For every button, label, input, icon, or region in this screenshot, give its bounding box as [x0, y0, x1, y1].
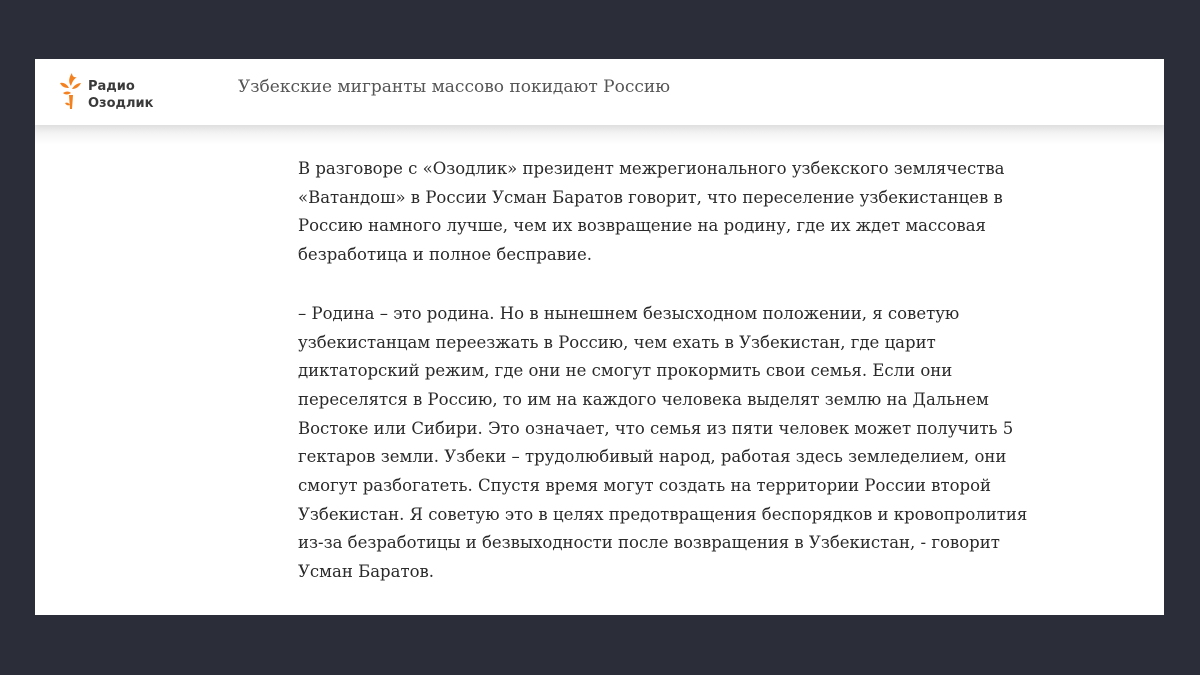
- article-screenshot: [35, 59, 1164, 615]
- paragraph-2: – Родина – это родина. Но в нынешнем безысходном положении, я советую узбекистанцам переезжать в Россию, чем ехать в Узбекистан, где царит диктаторский режим, где они не смогут прокормить свои семья. Если они переселятся в Россию, то им на каждого человека выделят землю на Дальнем Востоке или Сибири. Это означает, что семья из пяти человек может получить 5 гектаров земли. Узбеки – трудолюбивый народ, работая здесь земледелием, они смогут разбогатеть. Спустя время могут создать на территории России второй Узбекистан. Я советую это в целях предотвращения беспорядков и кровопролития из-за безработицы и безвыходности после возвращения в Узбекистан, - говорит Усман Баратов.: [298, 303, 1028, 582]
- logo-line-1: Радио: [88, 79, 135, 94]
- logo-text: [88, 78, 154, 112]
- article-body: [298, 155, 1058, 615]
- site-logo[interactable]: [55, 69, 165, 117]
- radio-liberty-flame-icon: [55, 69, 87, 117]
- paragraph-1: В разговоре с «Озодлик» президент межрегионального узбекского землячества «Ватандош» в России Усман Баратов говорит, что переселение узбекистанцев в Россию намного лучше, чем их возвращение на родину, где их ждет массовая безработица и полное бесправие.: [298, 159, 1005, 265]
- logo-line-2: Озодлик: [88, 96, 154, 111]
- header-shadow: [35, 125, 1164, 145]
- article-headline[interactable]: Узбекские мигранты массово покидают Россию: [238, 77, 670, 97]
- site-header: [35, 59, 1164, 125]
